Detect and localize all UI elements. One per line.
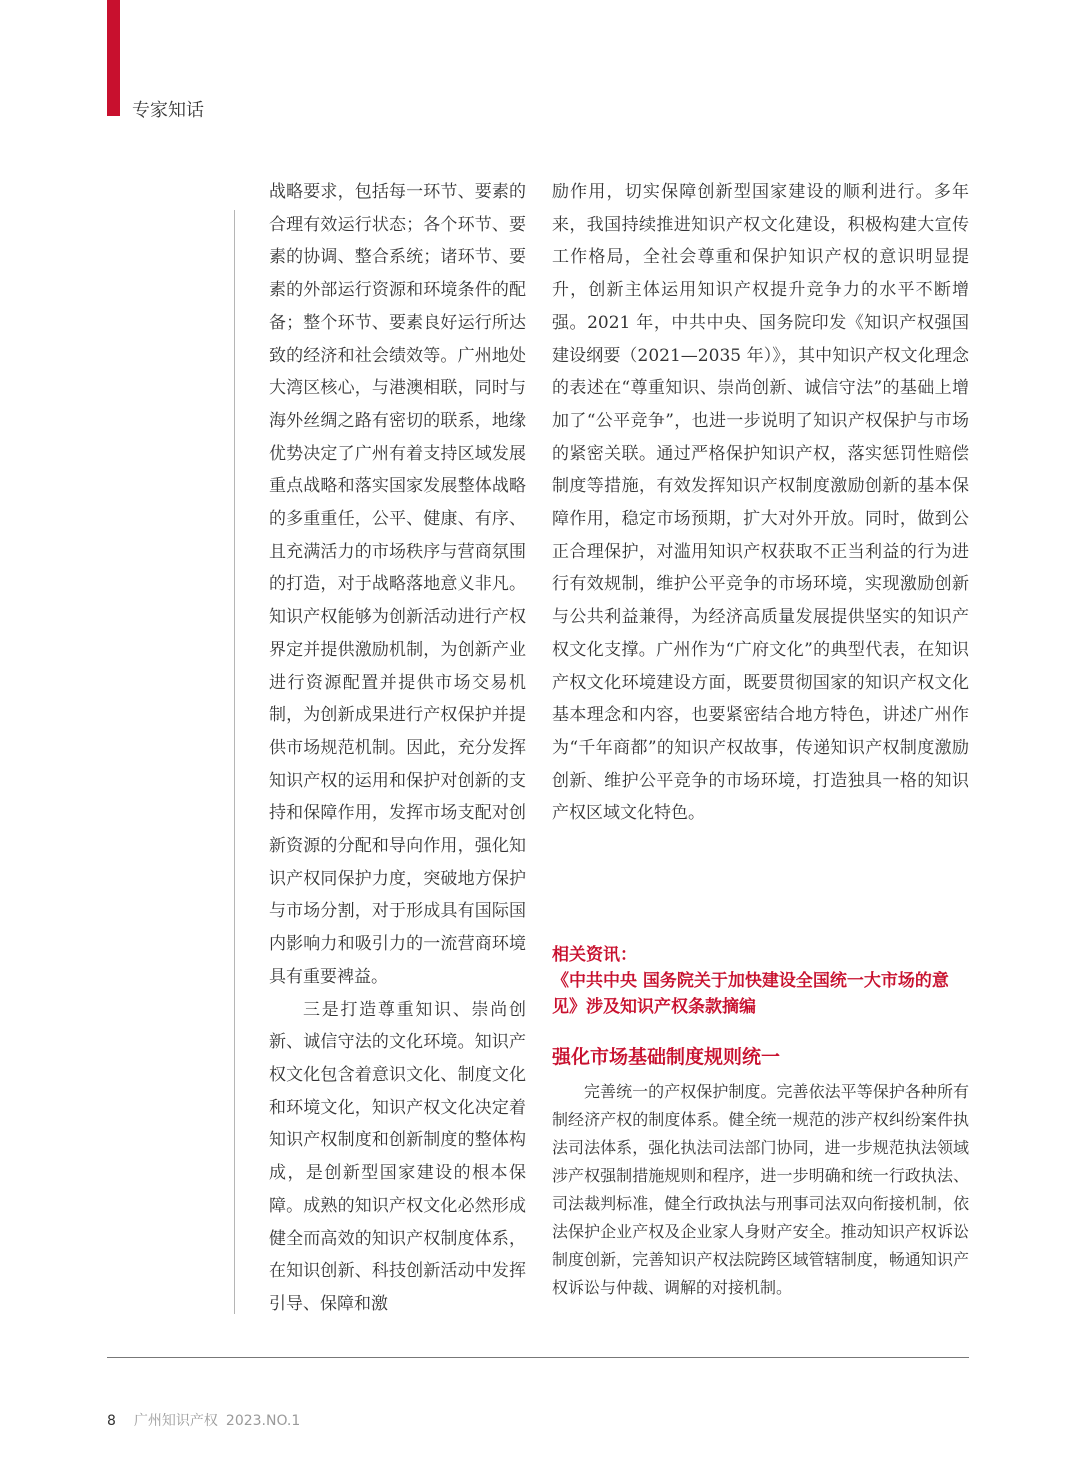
left-paragraph-1: 战略要求，包括每一环节、要素的合理有效运行状态；各个环节、要素的协调、整合系统；诸环节、要素的外部运行资源和环境条件的配备；整个环节、要素良好运行所达致的经济和社会绩效等。广州地处大湾区核心，与港澳相联，同时与海外丝绸之路有密切的联系，地缘优势决定了广州有着支持区域发展重点战略和落实国家发展整体战略的多重重任，公平、健康、有序、且充满活力的市场秩序与营商氛围的打造，对于战略落地意义非凡。知识产权能够为创新活动进行产权界定并提供激励机制，为创新产业进行资源配置并提供市场交易机制，为创新成果进行产权保护并提供市场规范机制。因此，充分发挥知识产权的运用和保护对创新的支持和保障作用，发挥市场支配对创新资源的分配和导向作用，强化知识产权同保护力度，突破地方保护与市场分割，对于形成具有国际国内影响力和吸引力的一流营商环境具有重要裨益。 bbox=[269, 182, 526, 987]
left-column bbox=[269, 176, 526, 1321]
issue-number: 2023.NO.1 bbox=[225, 1413, 301, 1429]
section-label: 专家知话 bbox=[132, 100, 204, 121]
footer-rule bbox=[107, 1357, 969, 1358]
right-column bbox=[552, 176, 969, 830]
related-label: 相关资讯： bbox=[552, 945, 637, 965]
related-heading: 强化市场基础制度规则统一 bbox=[552, 1046, 781, 1068]
accent-bar bbox=[107, 0, 120, 116]
right-paragraph-1: 励作用，切实保障创新型国家建设的顺利进行。多年来，我国持续推进知识产权文化建设，积极构建大宣传工作格局，全社会尊重和保护知识产权的意识明显提升，创新主体运用知识产权提升竞争力的水平不断增强。2021 年，中共中央、国务院印发《知识产权强国建设纲要（2021—2035 年）》，其中知识产权文化理念的表述在“尊重知识、崇尚创新、诚信守法”的基础上增加了“公平竞争”，也进一步说明了知识产权保护与市场的紧密关联。通过严格保护知识产权，落实惩罚性赔偿制度等措施，有效发挥知识产权制度激励创新的基本保障作用，稳定市场预期，扩大对外开放。同时，做到公正合理保护，对滥用知识产权获取不正当利益的行为进行有效规制，维护公平竞争的市场环境，实现激励创新与公共利益兼得，为经济高质量发展提供坚实的知识产权文化支撑。广州作为“广府文化”的典型代表，在知识产权文化环境建设方面，既要贯彻国家的知识产权文化基本理念和内容，也要紧密结合地方特色，讲述广州作为“千年商都”的知识产权故事，传递知识产权制度激励创新、维护公平竞争的市场环境，打造独具一格的知识产权区域文化特色。 bbox=[552, 182, 969, 824]
related-title: 《中共中央 国务院关于加快建设全国统一大市场的意见》涉及知识产权条款摘编 bbox=[552, 971, 949, 1017]
left-paragraph-2: 三是打造尊重知识、崇尚创新、诚信守法的文化环境。知识产权文化包含着意识文化、制度文化和环境文化，知识产权文化决定着知识产权制度和创新制度的整体构成，是创新型国家建设的根本保障。成熟的知识产权文化必然形成健全而高效的知识产权制度体系，在知识创新、科技创新活动中发挥引导、保障和激 bbox=[269, 999, 526, 1314]
page-number: 8 bbox=[107, 1413, 116, 1429]
column-divider-rule bbox=[234, 210, 235, 1314]
footer bbox=[107, 1410, 300, 1430]
related-info-box bbox=[552, 942, 972, 1020]
publication-name: 广州知识产权 bbox=[133, 1413, 218, 1429]
related-excerpt: 完善统一的产权保护制度。完善依法平等保护各种所有制经济产权的制度体系。健全统一规范的涉产权纠纷案件执法司法体系，强化执法司法部门协同，进一步规范执法领域涉产权强制措施规则和程序，进一步明确和统一行政执法、司法裁判标准，健全行政执法与刑事司法双向衔接机制，依法保护企业产权及企业家人身财产安全。推动知识产权诉讼制度创新，完善知识产权法院跨区域管辖制度，畅通知识产权诉讼与仲裁、调解的对接机制。 bbox=[552, 1082, 969, 1297]
